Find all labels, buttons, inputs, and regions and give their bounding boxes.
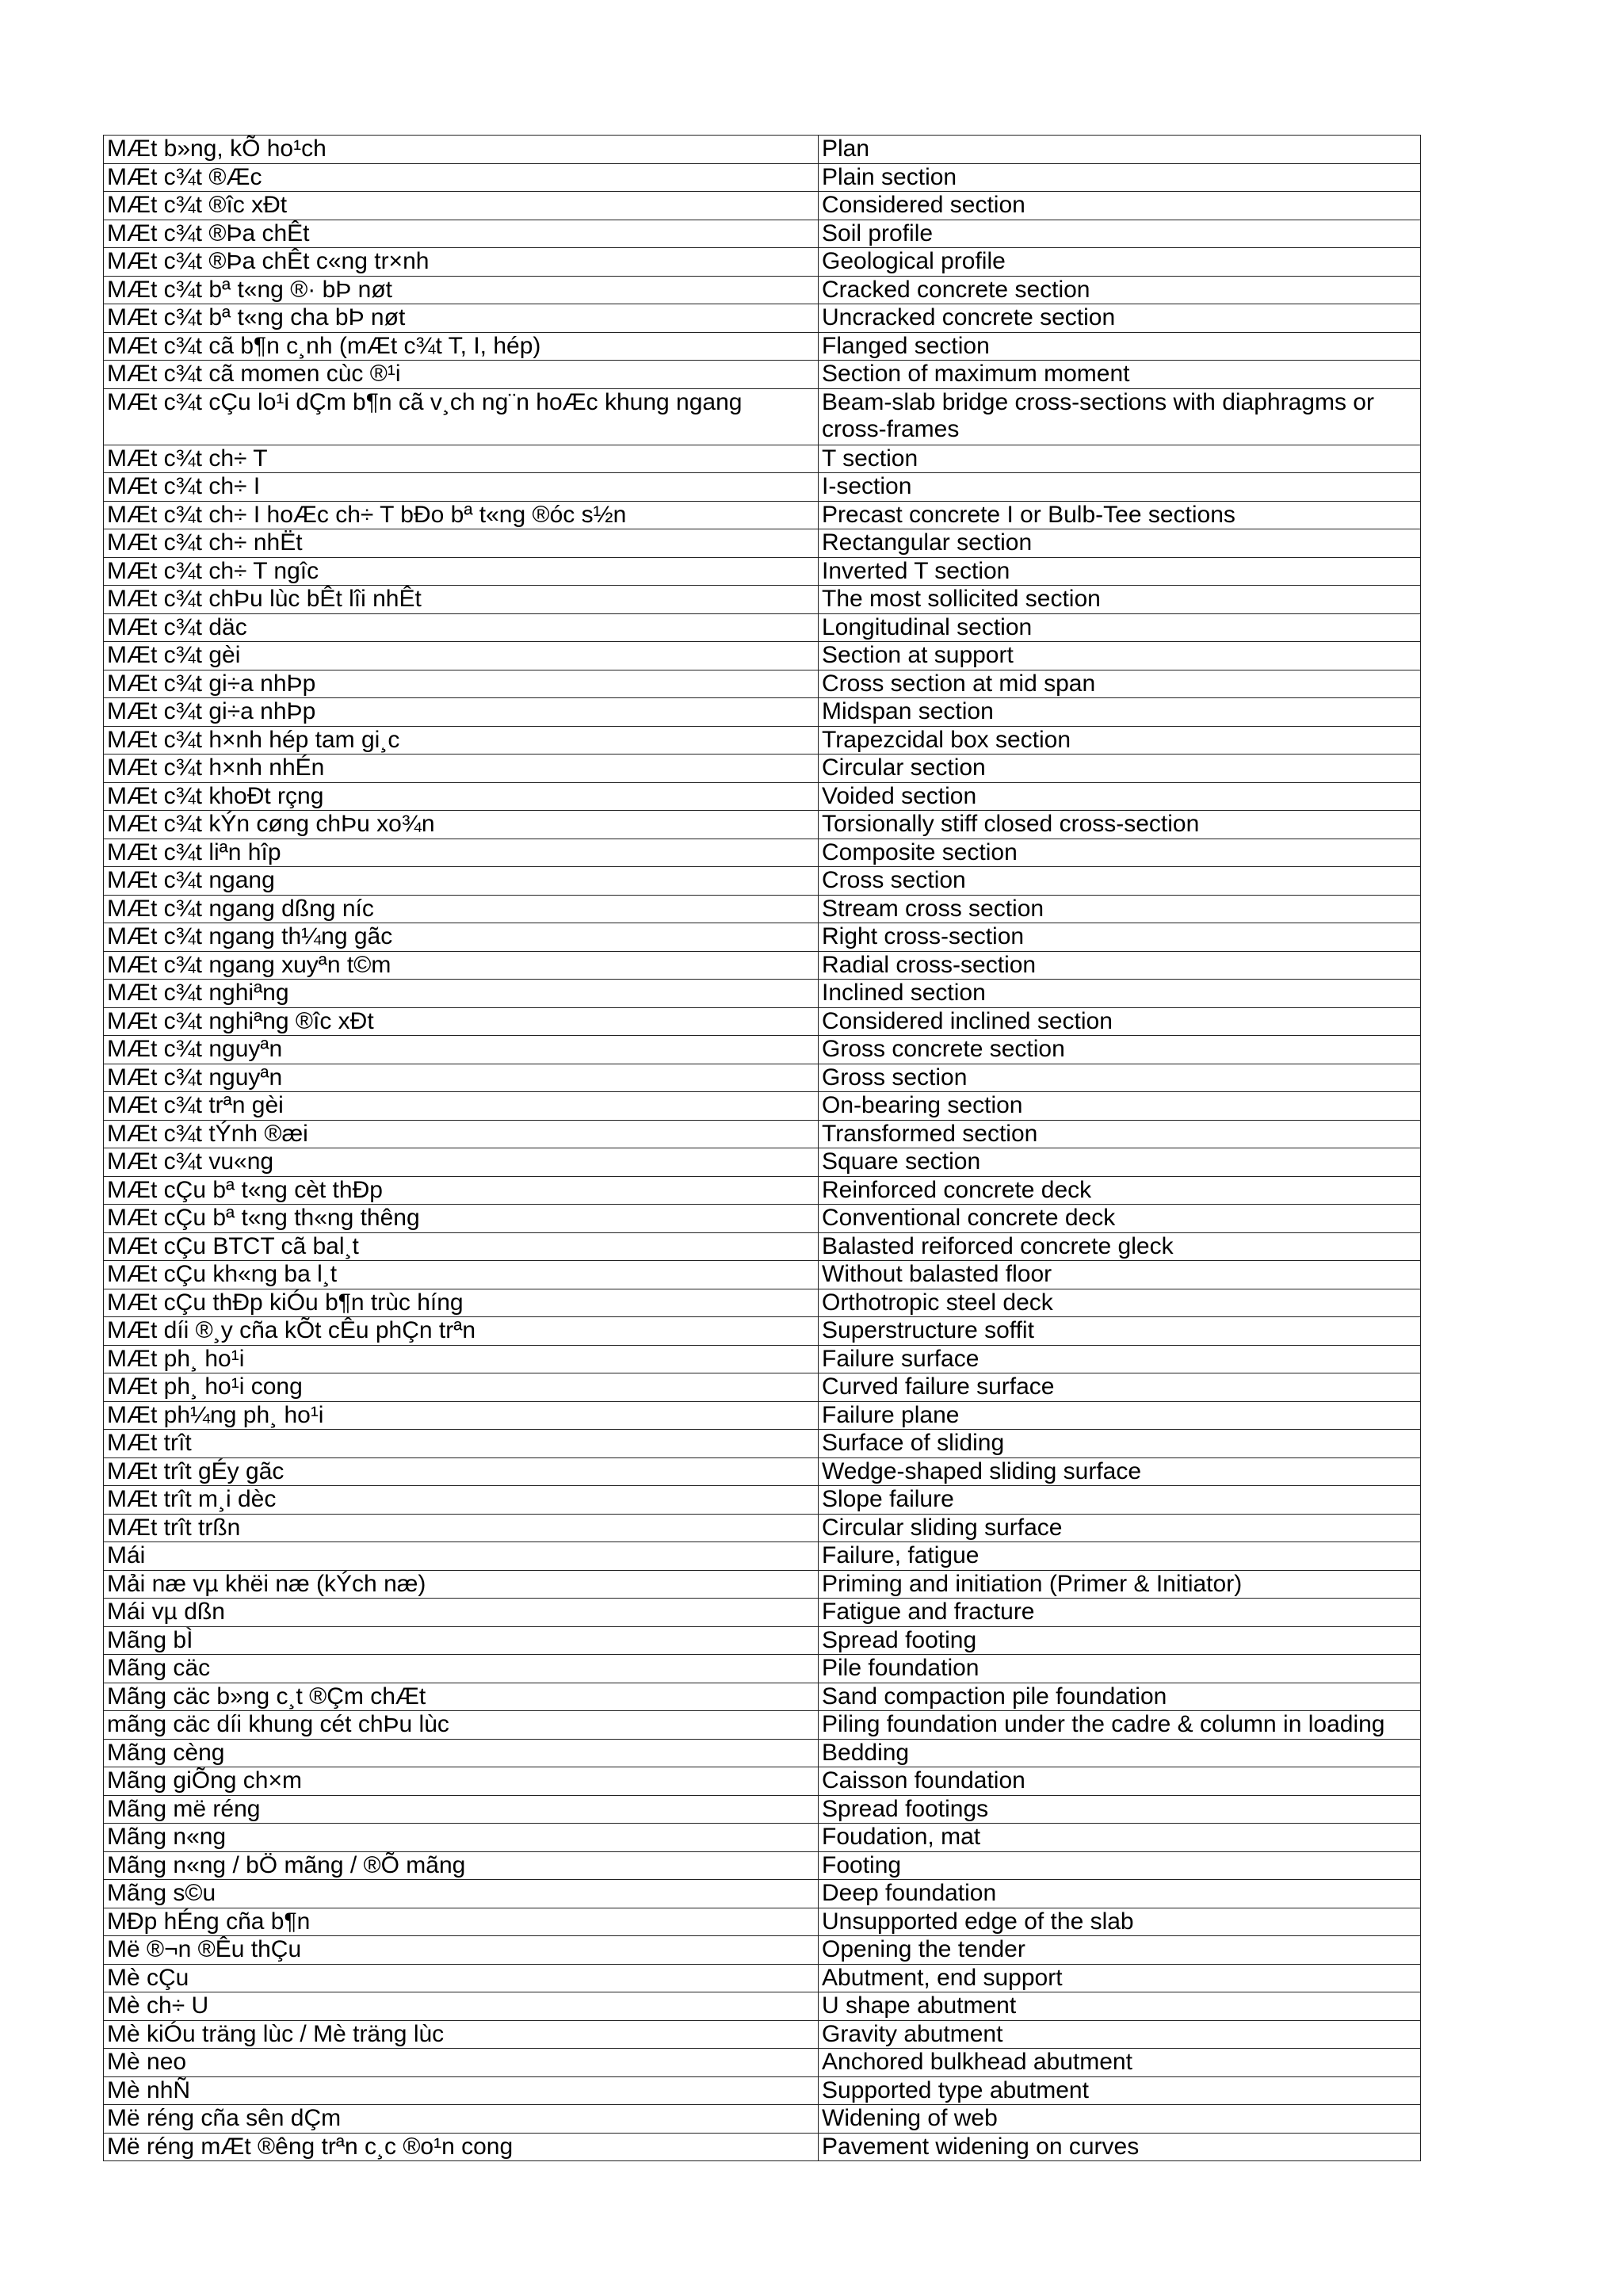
table-row — [104, 1205, 1421, 1233]
english-term-cell: T section — [819, 445, 1421, 473]
english-term-cell: Conventional concrete deck — [819, 1205, 1421, 1233]
table-row — [104, 755, 1421, 783]
table-row — [104, 951, 1421, 980]
english-term-cell: Abutment, end support — [819, 1964, 1421, 1992]
english-term-cell: Section of maximum moment — [819, 361, 1421, 389]
vietnamese-term-cell: Mãng bÌ — [104, 1626, 819, 1655]
vietnamese-term-cell: MÆt cÇu thÐp kiÓu b¶n trùc híng — [104, 1289, 819, 1317]
english-term-cell: Reinforced concrete deck — [819, 1176, 1421, 1205]
glossary-table — [103, 135, 1421, 2161]
english-term-cell: Rectangular section — [819, 529, 1421, 558]
english-term-cell: Spread footings — [819, 1795, 1421, 1824]
vietnamese-term-cell: MÆt c¾t cã b¶n c¸nh (mÆt c¾t T, I, hép) — [104, 332, 819, 361]
table-row — [104, 248, 1421, 277]
english-term-cell: Circular section — [819, 755, 1421, 783]
vietnamese-term-cell: MÆt cÇu bª t«ng cèt thÐp — [104, 1176, 819, 1205]
table-row — [104, 1457, 1421, 1486]
english-term-cell: Failure surface — [819, 1345, 1421, 1373]
vietnamese-term-cell: Mãng n«ng — [104, 1824, 819, 1852]
english-term-cell: Plan — [819, 136, 1421, 164]
english-term-cell: Supported type abutment — [819, 2076, 1421, 2105]
english-term-cell: Gross concrete section — [819, 1036, 1421, 1064]
english-term-cell: Opening the tender — [819, 1936, 1421, 1965]
table-row — [104, 136, 1421, 164]
table-row — [104, 839, 1421, 867]
vietnamese-term-cell: MÆt c¾t liªn hîp — [104, 839, 819, 867]
vietnamese-term-cell: MÆt c¾t gi÷a nhÞp — [104, 670, 819, 698]
vietnamese-term-cell: Mãng giÕng ch×m — [104, 1767, 819, 1796]
vietnamese-term-cell: Mãng s©u — [104, 1880, 819, 1908]
english-term-cell: Footing — [819, 1851, 1421, 1880]
vietnamese-term-cell: MÆt c¾t bª t«ng ®· bÞ nøt — [104, 276, 819, 304]
vietnamese-term-cell: mãng cäc díi khung cét chÞu lùc — [104, 1711, 819, 1740]
vietnamese-term-cell: MÆt c¾t nguyªn — [104, 1036, 819, 1064]
english-term-cell: Section at support — [819, 642, 1421, 670]
vietnamese-term-cell: MÆt c¾t chÞu lùc bÊt lîi nhÊt — [104, 586, 819, 614]
vietnamese-term-cell: MÆt c¾t ®Þa chÊt — [104, 220, 819, 248]
vietnamese-term-cell: MÆt c¾t ngang xuyªn t©m — [104, 951, 819, 980]
vietnamese-term-cell: MÆt c¾t ®îc xÐt — [104, 192, 819, 220]
vietnamese-term-cell: MÆt c¾t bª t«ng cha bÞ nøt — [104, 304, 819, 333]
vietnamese-term-cell: MÆt trît — [104, 1430, 819, 1458]
english-term-cell: Trapezcidal box section — [819, 726, 1421, 755]
english-term-cell: Cracked concrete section — [819, 276, 1421, 304]
english-term-cell: Composite section — [819, 839, 1421, 867]
vietnamese-term-cell: MÆt c¾t cÇu lo¹i dÇm b¶n cã v¸ch ng¨n hoÆc khung ngang — [104, 388, 819, 445]
english-term-cell: Wedge-shaped sliding surface — [819, 1457, 1421, 1486]
table-row — [104, 1120, 1421, 1148]
table-row — [104, 2105, 1421, 2134]
table-row — [104, 1064, 1421, 1092]
vietnamese-term-cell: Mãng cäc b»ng c¸t ®Çm chÆt — [104, 1683, 819, 1711]
vietnamese-term-cell: MÆt trît trßn — [104, 1514, 819, 1542]
vietnamese-term-cell: MÆt c¾t ngang th¼ng gãc — [104, 923, 819, 952]
english-term-cell: Flanged section — [819, 332, 1421, 361]
table-row — [104, 1514, 1421, 1542]
table-row — [104, 1795, 1421, 1824]
table-row — [104, 670, 1421, 698]
english-term-cell: U shape abutment — [819, 1992, 1421, 2021]
table-row — [104, 1655, 1421, 1683]
english-term-cell: Superstructure soffit — [819, 1317, 1421, 1346]
english-term-cell: Sand compaction pile foundation — [819, 1683, 1421, 1711]
vietnamese-term-cell: Mãng më réng — [104, 1795, 819, 1824]
english-term-cell: Midspan section — [819, 698, 1421, 727]
table-row — [104, 1880, 1421, 1908]
vietnamese-term-cell: MÆt c¾t trªn gèi — [104, 1092, 819, 1121]
english-term-cell: Deep foundation — [819, 1880, 1421, 1908]
english-term-cell: Without balasted floor — [819, 1261, 1421, 1289]
table-row — [104, 388, 1421, 445]
vietnamese-term-cell: MÆt ph¸ ho¹i cong — [104, 1373, 819, 1402]
table-row — [104, 1430, 1421, 1458]
table-row — [104, 220, 1421, 248]
table-row — [104, 1964, 1421, 1992]
english-term-cell: Piling foundation under the cadre & column in loading — [819, 1711, 1421, 1740]
vietnamese-term-cell: MÆt díi ®¸y cña kÕt cÊu phÇn trªn — [104, 1317, 819, 1346]
english-term-cell: Slope failure — [819, 1486, 1421, 1515]
table-row — [104, 1345, 1421, 1373]
table-row — [104, 2076, 1421, 2105]
english-term-cell: Anchored bulkhead abutment — [819, 2049, 1421, 2077]
english-term-cell: Square section — [819, 1148, 1421, 1177]
table-row — [104, 1711, 1421, 1740]
english-term-cell: Failure plane — [819, 1401, 1421, 1430]
english-term-cell: Pavement widening on curves — [819, 2133, 1421, 2161]
english-term-cell: Curved failure surface — [819, 1373, 1421, 1402]
vietnamese-term-cell: MÆt c¾t cã momen cùc ®¹i — [104, 361, 819, 389]
english-term-cell: Gravity abutment — [819, 2020, 1421, 2049]
table-row — [104, 1626, 1421, 1655]
vietnamese-term-cell: MÆt c¾t ch÷ T ngîc — [104, 557, 819, 586]
table-row — [104, 613, 1421, 642]
table-row — [104, 980, 1421, 1008]
table-row — [104, 501, 1421, 529]
table-row — [104, 1261, 1421, 1289]
vietnamese-term-cell: MÆt trît gÉy gãc — [104, 1457, 819, 1486]
english-term-cell: Right cross-section — [819, 923, 1421, 952]
english-term-cell: Radial cross-section — [819, 951, 1421, 980]
table-row — [104, 782, 1421, 811]
english-term-cell: Inverted T section — [819, 557, 1421, 586]
vietnamese-term-cell: MÆt trît m¸i dèc — [104, 1486, 819, 1515]
table-row — [104, 2049, 1421, 2077]
vietnamese-term-cell: MÆt c¾t gèi — [104, 642, 819, 670]
table-row — [104, 1317, 1421, 1346]
english-term-cell: Considered inclined section — [819, 1007, 1421, 1036]
english-term-cell: Transformed section — [819, 1120, 1421, 1148]
vietnamese-term-cell: MÆt c¾t vu«ng — [104, 1148, 819, 1177]
english-term-cell: Stream cross section — [819, 895, 1421, 923]
table-row — [104, 1739, 1421, 1767]
english-term-cell: I-section — [819, 473, 1421, 502]
table-row — [104, 1992, 1421, 2021]
table-row — [104, 192, 1421, 220]
vietnamese-term-cell: MÆt c¾t gi÷a nhÞp — [104, 698, 819, 727]
table-row — [104, 1176, 1421, 1205]
english-term-cell: Gross section — [819, 1064, 1421, 1092]
vietnamese-term-cell: Mái vµ dßn — [104, 1599, 819, 1627]
vietnamese-term-cell: Mái — [104, 1542, 819, 1571]
vietnamese-term-cell: Mè nhÑ — [104, 2076, 819, 2105]
english-term-cell: Pile foundation — [819, 1655, 1421, 1683]
english-term-cell: Priming and initiation (Primer & Initiator) — [819, 1570, 1421, 1599]
vietnamese-term-cell: Mãng n«ng / bÖ mãng / ®Õ mãng — [104, 1851, 819, 1880]
vietnamese-term-cell: Mải næ vµ khëi næ (kÝch næ) — [104, 1570, 819, 1599]
english-term-cell: Soil profile — [819, 220, 1421, 248]
table-row — [104, 1036, 1421, 1064]
table-row — [104, 361, 1421, 389]
vietnamese-term-cell: MÆt c¾t ®Þa chÊt c«ng tr×nh — [104, 248, 819, 277]
vietnamese-term-cell: MÆt c¾t ngang — [104, 867, 819, 896]
english-term-cell: Foudation, mat — [819, 1824, 1421, 1852]
table-row — [104, 2133, 1421, 2161]
vietnamese-term-cell: MÆt cÇu bª t«ng th«ng thêng — [104, 1205, 819, 1233]
table-row — [104, 163, 1421, 192]
vietnamese-term-cell: MÆt c¾t ngang dßng níc — [104, 895, 819, 923]
vietnamese-term-cell: MÆt c¾t tÝnh ®æi — [104, 1120, 819, 1148]
vietnamese-term-cell: MÆt c¾t ®Æc — [104, 163, 819, 192]
table-row — [104, 698, 1421, 727]
table-row — [104, 473, 1421, 502]
table-row — [104, 1289, 1421, 1317]
table-row — [104, 1148, 1421, 1177]
table-row — [104, 1936, 1421, 1965]
vietnamese-term-cell: MÆt c¾t ch÷ I hoÆc ch÷ T bÐo bª t«ng ®óc s½n — [104, 501, 819, 529]
vietnamese-term-cell: MÆt cÇu kh«ng ba l¸t — [104, 1261, 819, 1289]
english-term-cell: Longitudinal section — [819, 613, 1421, 642]
vietnamese-term-cell: MÆt ph¸ ho¹i — [104, 1345, 819, 1373]
table-row — [104, 557, 1421, 586]
vietnamese-term-cell: MÆt c¾t khoÐt rçng — [104, 782, 819, 811]
vietnamese-term-cell: MÆt cÇu BTCT cã bal¸t — [104, 1232, 819, 1261]
english-term-cell: Geological profile — [819, 248, 1421, 277]
table-row — [104, 1232, 1421, 1261]
vietnamese-term-cell: MÆt c¾t nghiªng ®îc xÐt — [104, 1007, 819, 1036]
english-term-cell: Bedding — [819, 1739, 1421, 1767]
vietnamese-term-cell: Mãng cèng — [104, 1739, 819, 1767]
table-row — [104, 332, 1421, 361]
table-row — [104, 1486, 1421, 1515]
vietnamese-term-cell: Mãng cäc — [104, 1655, 819, 1683]
table-row — [104, 1824, 1421, 1852]
table-row — [104, 642, 1421, 670]
english-term-cell: Surface of sliding — [819, 1430, 1421, 1458]
table-row — [104, 895, 1421, 923]
table-row — [104, 811, 1421, 839]
english-term-cell: Circular sliding surface — [819, 1514, 1421, 1542]
glossary-body — [104, 136, 1421, 2161]
vietnamese-term-cell: Më ®¬n ®Êu thÇu — [104, 1936, 819, 1965]
english-term-cell: The most sollicited section — [819, 586, 1421, 614]
vietnamese-term-cell: MÆt c¾t nguyªn — [104, 1064, 819, 1092]
table-row — [104, 1373, 1421, 1402]
english-term-cell: Failure, fatigue — [819, 1542, 1421, 1571]
vietnamese-term-cell: MÆt c¾t h×nh nhÉn — [104, 755, 819, 783]
table-row — [104, 2020, 1421, 2049]
english-term-cell: Balasted reiforced concrete gleck — [819, 1232, 1421, 1261]
vietnamese-term-cell: Mè ch÷ U — [104, 1992, 819, 2021]
table-row — [104, 276, 1421, 304]
table-row — [104, 1683, 1421, 1711]
table-row — [104, 1851, 1421, 1880]
english-term-cell: Spread footing — [819, 1626, 1421, 1655]
table-row — [104, 1767, 1421, 1796]
vietnamese-term-cell: Mè neo — [104, 2049, 819, 2077]
english-term-cell: Plain section — [819, 163, 1421, 192]
table-row — [104, 1542, 1421, 1571]
vietnamese-term-cell: MÆt c¾t h×nh hép tam gi¸c — [104, 726, 819, 755]
english-term-cell: Inclined section — [819, 980, 1421, 1008]
table-row — [104, 1007, 1421, 1036]
vietnamese-term-cell: MÆt b»ng, kÕ ho¹ch — [104, 136, 819, 164]
english-term-cell: Considered section — [819, 192, 1421, 220]
english-term-cell: Widening of web — [819, 2105, 1421, 2134]
table-row — [104, 1908, 1421, 1936]
english-term-cell: Unsupported edge of the slab — [819, 1908, 1421, 1936]
table-row — [104, 529, 1421, 558]
table-row — [104, 1401, 1421, 1430]
vietnamese-term-cell: MÆt c¾t däc — [104, 613, 819, 642]
english-term-cell: Cross section — [819, 867, 1421, 896]
table-row — [104, 923, 1421, 952]
vietnamese-term-cell: MÆt c¾t ch÷ T — [104, 445, 819, 473]
vietnamese-term-cell: MÆt c¾t nghiªng — [104, 980, 819, 1008]
vietnamese-term-cell: Më réng cña sên dÇm — [104, 2105, 819, 2134]
vietnamese-term-cell: MÆt c¾t ch÷ nhËt — [104, 529, 819, 558]
vietnamese-term-cell: MÆt c¾t kÝn cøng chÞu xo¾n — [104, 811, 819, 839]
table-row — [104, 304, 1421, 333]
vietnamese-term-cell: Më réng mÆt ®êng trªn c¸c ®o¹n cong — [104, 2133, 819, 2161]
table-row — [104, 586, 1421, 614]
table-row — [104, 1570, 1421, 1599]
vietnamese-term-cell: MÆt ph¼ng ph¸ ho¹i — [104, 1401, 819, 1430]
vietnamese-term-cell: MÐp hÉng cña b¶n — [104, 1908, 819, 1936]
table-row — [104, 1599, 1421, 1627]
vietnamese-term-cell: MÆt c¾t ch÷ I — [104, 473, 819, 502]
english-term-cell: Precast concrete I or Bulb-Tee sections — [819, 501, 1421, 529]
english-term-cell: Cross section at mid span — [819, 670, 1421, 698]
english-term-cell: Torsionally stiff closed cross-section — [819, 811, 1421, 839]
english-term-cell: Voided section — [819, 782, 1421, 811]
english-term-cell: Fatigue and fracture — [819, 1599, 1421, 1627]
vietnamese-term-cell: Mè kiÓu träng lùc / Mè träng lùc — [104, 2020, 819, 2049]
table-row — [104, 867, 1421, 896]
english-term-cell: On-bearing section — [819, 1092, 1421, 1121]
english-term-cell: Beam-slab bridge cross-sections with diaphragms or cross-frames — [819, 388, 1421, 445]
english-term-cell: Caisson foundation — [819, 1767, 1421, 1796]
vietnamese-term-cell: Mè cÇu — [104, 1964, 819, 1992]
english-term-cell: Orthotropic steel deck — [819, 1289, 1421, 1317]
table-row — [104, 445, 1421, 473]
table-row — [104, 726, 1421, 755]
english-term-cell: Uncracked concrete section — [819, 304, 1421, 333]
table-row — [104, 1092, 1421, 1121]
